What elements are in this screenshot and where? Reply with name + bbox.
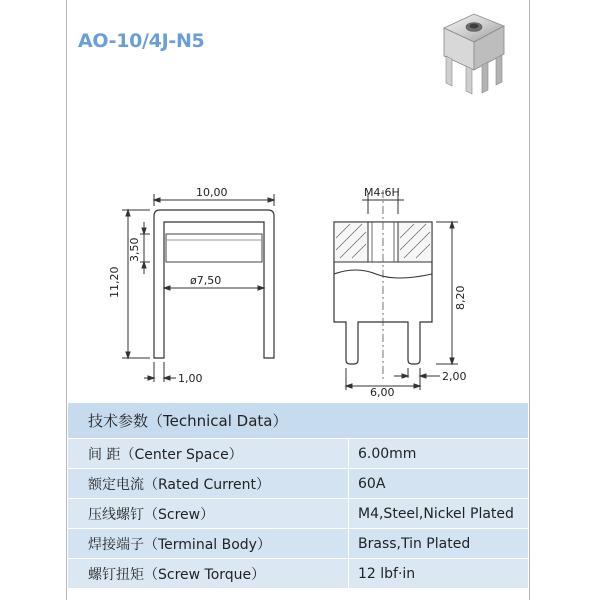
spec-label: 压线螺钉（Screw） — [88, 506, 215, 523]
product-title: AO-10/4J-N5 — [78, 30, 205, 52]
spec-value: M4,Steel,Nickel Plated — [358, 505, 514, 522]
spec-label: 螺钉扭矩（Screw Torque） — [88, 566, 266, 583]
dim-base-width: 6,00 — [370, 386, 395, 399]
dim-body-height: 8,20 — [454, 285, 467, 310]
technical-data-table — [68, 403, 528, 589]
dim-inner-diameter: ø7,50 — [190, 274, 222, 287]
table-header: 技术参数（Technical Data） — [88, 412, 288, 430]
table-row — [68, 469, 528, 499]
dim-leg-width: 2,00 — [442, 370, 467, 383]
column-divider — [348, 439, 349, 589]
table-row — [68, 499, 528, 529]
spec-label: 焊接端子（Terminal Body） — [88, 536, 271, 553]
dim-height-total: 11,20 — [108, 266, 121, 298]
product-photo — [432, 6, 514, 96]
spec-value: 12 lbf·in — [358, 565, 416, 582]
spec-label: 额定电流（Rated Current） — [88, 476, 271, 493]
table-row — [68, 439, 528, 469]
dim-leg-thickness: 1,00 — [178, 372, 203, 385]
spec-value: Brass,Tin Plated — [358, 535, 471, 552]
dim-width-top: 10,00 — [196, 186, 228, 199]
table-row — [68, 559, 528, 589]
technical-drawing — [66, 150, 530, 400]
spec-value: 6.00mm — [358, 445, 417, 462]
dim-upper-height: 3,50 — [128, 237, 141, 262]
dim-screw-spec: M4-6H — [364, 186, 400, 199]
spec-value: 60A — [358, 475, 386, 492]
table-row — [68, 529, 528, 559]
table-header-row — [68, 403, 528, 439]
spec-label: 间 距（Center Space） — [88, 446, 243, 463]
